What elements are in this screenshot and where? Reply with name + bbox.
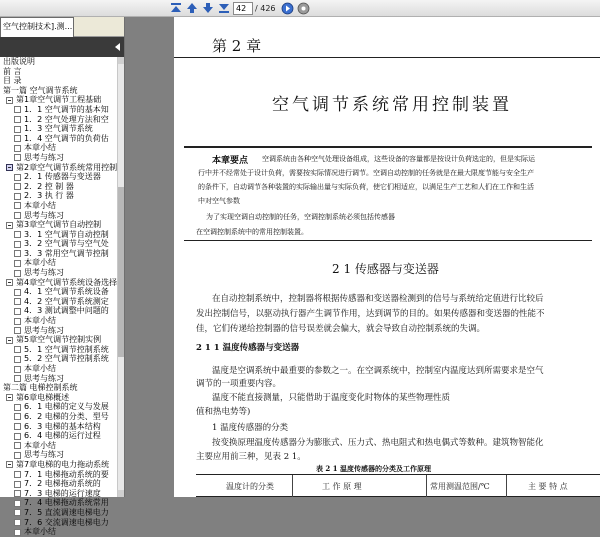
bookmark-page-icon — [14, 212, 21, 219]
bookmark-item[interactable] — [0, 287, 118, 297]
key-points-top-rule — [184, 146, 592, 148]
next-page-button[interactable] — [200, 1, 215, 15]
first-page-icon — [170, 2, 182, 14]
key-points-line: 中对空气参数 — [198, 197, 240, 205]
collapse-sidebar-icon[interactable] — [115, 43, 120, 51]
bookmark-label: 第3章空气调节自动控制 — [16, 220, 102, 230]
bookmark-item[interactable] — [0, 268, 118, 278]
bookmark-label: 第二篇 电梯控制系统 — [3, 383, 78, 393]
bookmark-page-icon — [14, 241, 21, 248]
bookmark-label: 本章小结 — [24, 364, 56, 373]
scroll-up-icon[interactable] — [118, 57, 124, 64]
table-header-row — [196, 474, 600, 497]
bookmark-item[interactable] — [0, 105, 118, 115]
page-number-input[interactable]: 42 — [233, 2, 253, 15]
bookmark-label: 2．2 控 制 器 — [24, 181, 74, 191]
bookmark-item[interactable] — [0, 479, 118, 489]
bookmark-label: 7．3 电梯的运行速度 — [24, 488, 101, 498]
bookmark-page-icon — [14, 231, 21, 238]
bookmark-item[interactable] — [0, 172, 118, 182]
bookmark-label: 4．1 空气调节系统设备 — [24, 287, 109, 297]
bookmark-page-icon — [14, 327, 21, 334]
bookmark-page-icon — [14, 433, 21, 440]
bookmark-item[interactable] — [0, 182, 118, 192]
pdf-toolbar — [0, 0, 600, 17]
bookmark-item[interactable] — [0, 95, 118, 105]
first-page-button[interactable] — [168, 1, 183, 15]
bookmark-label: 1．3 空气调节系统 — [24, 124, 93, 134]
bookmark-page-icon — [14, 308, 21, 315]
bookmark-page-icon — [14, 471, 21, 478]
bookmark-label: 6．4 电梯的运行过程 — [24, 431, 101, 441]
temp-paragraph-line: 值和热电势等) — [196, 407, 251, 417]
bookmark-page-icon — [14, 145, 21, 152]
bookmark-page-icon — [14, 490, 21, 497]
sidebar-tab-strip — [0, 17, 124, 37]
bookmark-item[interactable] — [0, 326, 118, 336]
bookmark-page-icon — [14, 106, 21, 113]
home-button[interactable] — [296, 1, 311, 15]
bookmark-item[interactable] — [0, 191, 118, 201]
subsection-title: 2 1 1 温度传感器与变送器 — [196, 343, 300, 353]
bookmark-item[interactable] — [0, 383, 118, 393]
bookmark-item[interactable] — [0, 220, 118, 230]
bookmark-label: 本章小结 — [24, 316, 56, 326]
bookmark-item[interactable] — [0, 134, 118, 144]
bookmark-page-icon — [14, 126, 21, 133]
bookmark-page-icon — [14, 183, 21, 190]
chapter-title: 空气调节系统常用控制装置 — [272, 95, 512, 115]
bookmark-label: 6．3 电梯的基本结构 — [24, 421, 101, 431]
bookmark-item[interactable] — [0, 431, 118, 441]
bookmark-item[interactable] — [0, 124, 118, 134]
key-points-label: 本章要点 — [212, 156, 249, 166]
key-points-bottom-rule — [184, 240, 592, 241]
bookmark-page-icon — [14, 154, 21, 161]
expander-icon[interactable] — [6, 394, 13, 401]
bookmark-page-icon — [14, 413, 21, 420]
expander-icon[interactable] — [6, 97, 13, 104]
expander-icon[interactable] — [6, 164, 13, 171]
key-points-line: 在空调控制系统中的常用控制装置。 — [196, 228, 308, 236]
bookmark-label: 3．3 常用空气调节控制 — [24, 248, 109, 258]
bookmark-label: 5．2 空气调节控制系统 — [24, 354, 109, 364]
bookmark-page-icon — [14, 346, 21, 353]
bookmark-label: 本章小结 — [24, 143, 56, 153]
temp-paragraph-line: 温度是空调系统中最重要的参数之一。在空调系统中，控制室内温度达到所需要求是空气 — [212, 366, 544, 376]
bookmark-label: 第2章空气调节系统常用控制 — [16, 162, 118, 172]
bookmark-label: 思考与练习 — [24, 325, 64, 335]
bookmark-page-icon — [14, 289, 21, 296]
bookmark-page-icon — [14, 366, 21, 373]
bookmark-item[interactable] — [0, 230, 118, 240]
bookmark-label: 第5章空气调节控制实例 — [16, 335, 102, 345]
bookmark-label: 3．1 空气调节自动控制 — [24, 229, 109, 239]
bookmark-page-icon — [14, 356, 21, 363]
bookmark-label: 4．2 空气调节系统测定 — [24, 296, 109, 306]
bookmark-label: 1．2 空气处理方法和空 — [24, 114, 109, 124]
previous-page-button[interactable] — [184, 1, 199, 15]
section-title: 2 1 传感器与变送器 — [332, 262, 439, 276]
bookmark-label: 第一篇 空气调节系统 — [3, 85, 78, 95]
expander-icon[interactable] — [6, 337, 13, 344]
bookmark-label: 本章小结 — [24, 440, 56, 450]
sidebar-scrollbar[interactable] — [117, 57, 124, 497]
table-header-cell: 主 要 特 点 — [528, 482, 568, 491]
item1-line: 按变换原理温度传感器分为膨胀式、压力式、热电阻式和热电偶式等数种。建筑物智能化 — [212, 438, 544, 448]
bookmark-page-icon — [14, 202, 21, 209]
bookmark-label: 2．1 传感器与变送器 — [24, 172, 101, 182]
bookmark-item[interactable] — [0, 239, 118, 249]
key-points-line: 的条件下，自动调节各种装置的实际输出量与实际负荷，使它们相适应，以满足生产工艺和人们在工作和生活 — [198, 183, 534, 191]
bookmark-label: 第4章空气调节系统设备选择 — [16, 277, 118, 287]
bookmark-label: 7．4 电梯拖动系统常用 — [24, 498, 109, 508]
bookmark-label: 4．3 测试调整中问题的 — [24, 306, 109, 316]
item1-line: 主要应用前三种，见表 2 1。 — [196, 452, 306, 462]
intro-line: 在自动控制系统中，控制器将根据传感器和变送器检测到的信号与系统给定值进行比较后 — [212, 294, 544, 304]
temp-paragraph-line: 调节的一项重要内容。 — [196, 379, 282, 389]
bookmark-item[interactable] — [0, 374, 118, 384]
bookmark-page-icon — [14, 529, 21, 536]
bookmark-label: 7．5 直流调速电梯电力 — [24, 507, 109, 517]
bookmark-label: 5．1 空气调节控制系统 — [24, 344, 109, 354]
bookmark-page-icon — [14, 500, 21, 507]
bookmark-item[interactable] — [0, 201, 118, 211]
bookmark-item[interactable] — [0, 67, 118, 77]
bookmark-label: 目 录 — [3, 76, 22, 86]
bookmark-label: 思考与练习 — [24, 450, 64, 460]
bookmark-item[interactable] — [0, 211, 118, 221]
last-page-button[interactable] — [216, 1, 231, 15]
table-caption: 表 2 1 温度传感器的分类及工作原理 — [316, 464, 432, 473]
intro-line: 发出控制信号，以驱动执行器产生调节作用，达到调节的目的。如果传感器和变送器的性能不 — [196, 309, 545, 319]
go-icon — [281, 2, 294, 15]
bookmark-page-icon — [14, 404, 21, 411]
temp-paragraph-line: 温度不能直接测量，只能借助于温度变化时物体的某些物理性质 — [212, 393, 451, 403]
bookmark-page-icon — [14, 442, 21, 449]
table-header-cell: 温度计的分类 — [226, 482, 274, 491]
bookmark-item[interactable] — [0, 115, 118, 125]
bookmark-page-icon — [14, 452, 21, 459]
bookmark-page-icon — [14, 509, 21, 516]
bookmark-label: 6．2 电梯的分类、型号 — [24, 411, 109, 421]
bookmark-page-icon — [14, 519, 21, 526]
bookmark-label: 思考与练习 — [24, 373, 64, 383]
bookmark-page-icon — [14, 260, 21, 267]
expander-icon[interactable] — [6, 222, 13, 229]
table-header-cell: 常用测温范围/℃ — [430, 482, 490, 491]
bookmark-label: 出版说明 — [3, 57, 35, 66]
bookmark-label: 7．6 交流调速电梯电力 — [24, 517, 109, 527]
scroll-down-icon[interactable] — [118, 490, 124, 497]
bookmark-item[interactable] — [0, 450, 118, 460]
arrow-up-icon — [186, 2, 198, 14]
bookmark-item[interactable] — [0, 498, 118, 508]
bookmark-page-icon — [14, 193, 21, 200]
bookmark-item[interactable] — [0, 163, 118, 173]
bookmark-page-icon — [14, 318, 21, 325]
bookmark-item[interactable] — [0, 460, 118, 470]
bookmark-label: 思考与练习 — [24, 152, 64, 162]
scroll-thumb[interactable] — [118, 187, 124, 357]
bookmark-label: 前 言 — [3, 66, 22, 76]
bookmark-page-icon — [14, 481, 21, 488]
arrow-down-icon — [202, 2, 214, 14]
bookmark-item[interactable] — [0, 345, 118, 355]
bookmark-label: 1．1 空气调节的基本知 — [24, 104, 109, 114]
bookmark-item[interactable] — [0, 364, 118, 374]
bookmark-page-icon — [14, 250, 21, 257]
bookmark-item[interactable] — [0, 518, 118, 528]
bookmark-label: 第1章空气调节工程基础 — [16, 95, 102, 105]
bookmark-label: 3．2 空气调节与空气处 — [24, 239, 109, 249]
last-page-icon — [218, 2, 230, 14]
bookmark-label: 思考与练习 — [24, 268, 64, 278]
expander-icon[interactable] — [6, 279, 13, 286]
bookmark-label: 第6章电梯概述 — [16, 392, 70, 402]
chapter-label: 第 2 章 — [212, 37, 262, 55]
bookmark-item[interactable] — [0, 354, 118, 364]
key-points-line: 空调系统由各种空气处理设备组成，这些设备的容量都是按设计负荷选定的，但是实际运 — [262, 155, 535, 163]
bookmark-sidebar — [0, 17, 125, 537]
bookmark-label: 本章小结 — [24, 200, 56, 210]
bookmark-item[interactable] — [0, 249, 118, 259]
bookmark-item[interactable] — [0, 57, 118, 67]
bookmark-page-icon — [14, 298, 21, 305]
bookmark-page-icon — [14, 116, 21, 123]
expander-icon[interactable] — [6, 461, 13, 468]
item1-title: 1 温度传感器的分类 — [212, 423, 289, 433]
bookmark-label: 第7章电梯的电力拖动系统 — [16, 459, 110, 469]
bookmark-item[interactable] — [0, 86, 118, 96]
bookmark-page-icon — [14, 423, 21, 430]
bookmark-item[interactable] — [0, 153, 118, 163]
home-circle-icon — [297, 2, 310, 15]
sidebar-tab[interactable]: 空气控制技术].测... — [0, 17, 74, 37]
bookmark-label: 本章小结 — [24, 527, 56, 537]
bookmark-item[interactable] — [0, 412, 118, 422]
bookmark-item[interactable] — [0, 335, 118, 345]
bookmark-label: 2．3 执 行 器 — [24, 191, 74, 201]
go-button[interactable] — [280, 1, 295, 15]
bookmark-item[interactable] — [0, 258, 118, 268]
intro-line: 佳，它们传递给控制器的信号误差就会偏大，就会导致自动控制系统的失调。 — [196, 324, 486, 334]
bookmark-label: 7．2 电梯拖动系统的 — [24, 479, 101, 489]
bookmark-page-icon — [14, 174, 21, 181]
bookmark-label: 6．1 电梯的定义与发展 — [24, 402, 109, 412]
document-area[interactable] — [126, 17, 600, 497]
bookmark-item[interactable] — [0, 297, 118, 307]
bookmark-item[interactable] — [0, 393, 118, 403]
bookmark-page-icon — [14, 375, 21, 382]
bookmark-item[interactable] — [0, 508, 118, 518]
bookmark-page-icon — [14, 270, 21, 277]
bookmark-item[interactable] — [0, 316, 118, 326]
bookmark-tree — [0, 57, 118, 537]
bookmark-item[interactable] — [0, 489, 118, 499]
bookmark-item[interactable] — [0, 402, 118, 412]
bookmark-page-icon — [14, 135, 21, 142]
bookmark-label: 7．1 电梯拖动系统的要 — [24, 469, 109, 479]
table-header-cell: 工 作 原 理 — [322, 482, 362, 491]
bookmark-item[interactable] — [0, 441, 118, 451]
key-points-line: 为了实现空调自动控制的任务，空调控制系统必须包括传感器 — [206, 213, 395, 221]
chapter-rule — [174, 57, 600, 58]
document-page — [174, 17, 600, 497]
page-total: / 426 — [255, 4, 276, 13]
bookmark-item[interactable] — [0, 143, 118, 153]
bookmark-item[interactable] — [0, 76, 118, 86]
bookmark-item[interactable] — [0, 306, 118, 316]
sidebar-header-bar — [0, 37, 124, 57]
bookmark-item[interactable] — [0, 278, 118, 288]
bookmark-item[interactable] — [0, 470, 118, 480]
bookmark-label: 1．4 空气调节的负荷估 — [24, 133, 109, 143]
bookmark-label: 本章小结 — [24, 258, 56, 268]
bookmark-label: 思考与练习 — [24, 210, 64, 220]
bookmark-item[interactable] — [0, 527, 118, 537]
key-points-line: 行中并不经常处于设计负荷，需要按实际情况进行调节。空调自动控制的任务就是在最大限度节能与安全生产 — [198, 169, 534, 177]
bookmark-item[interactable] — [0, 422, 118, 432]
